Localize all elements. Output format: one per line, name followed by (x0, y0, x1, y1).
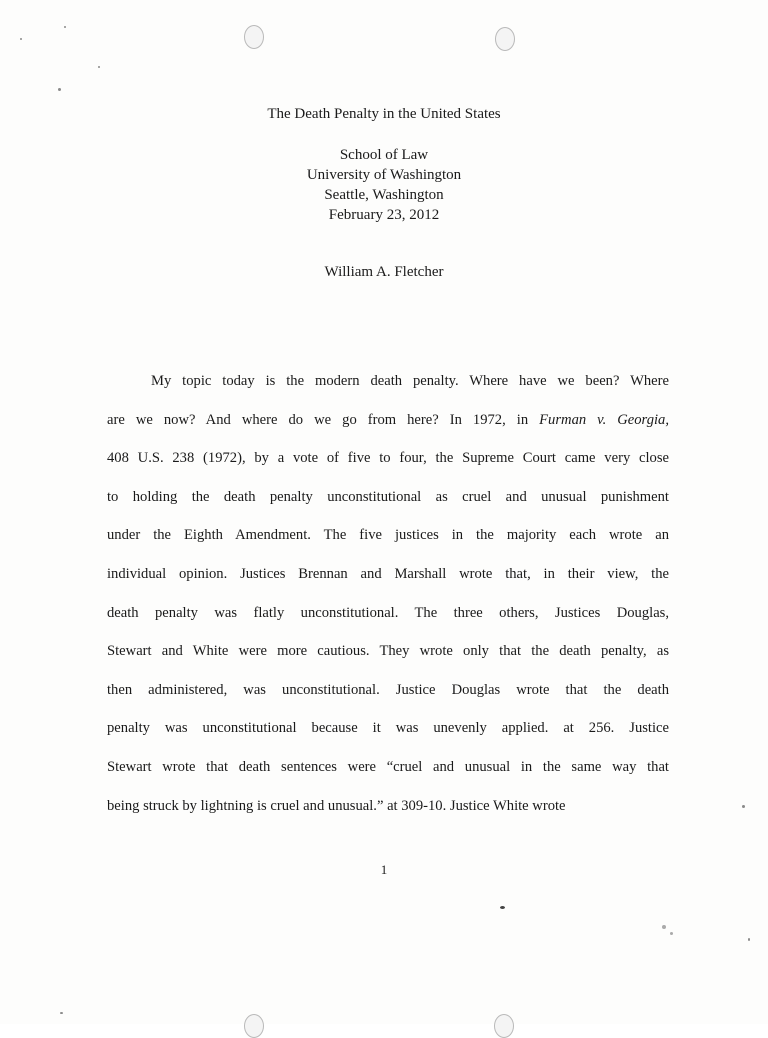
scan-speck (20, 38, 22, 40)
body-line: are we now? And where do we go from here? In 1972, in Furman v. Georgia, (107, 411, 669, 428)
punch-hole (244, 25, 264, 49)
scan-speck (742, 805, 745, 808)
scan-speck (64, 26, 66, 28)
punch-hole (244, 1014, 264, 1038)
body-line: My topic today is the modern death penalty. Where have we been? Where (151, 373, 669, 389)
scan-speck (670, 932, 673, 935)
body-line: penalty was unconstitutional because it was unevenly applied. at 256. Justice (107, 720, 669, 737)
scan-speck (98, 66, 100, 68)
page-number: 1 (380, 862, 388, 877)
punch-hole (494, 1014, 514, 1038)
affiliation-line: Seattle, Washington (324, 187, 444, 203)
author-name: William A. Fletcher (324, 264, 444, 280)
body-line: under the Eighth Amendment. The five justices in the majority each wrote an (107, 527, 669, 544)
scan-speck (60, 1012, 63, 1014)
body-line: then administered, was unconstitutional. Justice Douglas wrote that the death (107, 681, 669, 698)
affiliation-line: University of Washington (306, 167, 462, 183)
scan-speck (662, 925, 666, 929)
body-line: individual opinion. Justices Brennan and Marshall wrote that, in their view, the (107, 565, 669, 582)
affiliation-line: February 23, 2012 (328, 207, 440, 223)
body-line: being struck by lightning is cruel and unusual.” at 309-10. Justice White wrote (107, 797, 566, 814)
body-paragraph (107, 362, 669, 825)
scan-speck (500, 906, 505, 909)
affiliation-line: School of Law (339, 147, 429, 163)
scan-speck (58, 88, 61, 91)
scan-speck (748, 938, 750, 941)
body-line: to holding the death penalty unconstitutional as cruel and unusual punishment (107, 488, 669, 505)
body-line: death penalty was flatly unconstitutional. The three others, Justices Douglas, (107, 604, 669, 621)
document-title: The Death Penalty in the United States (267, 106, 501, 122)
body-line: 408 U.S. 238 (1972), by a vote of five to four, the Supreme Court came very close (107, 450, 669, 467)
case-citation: Furman v. Georgia, (539, 411, 669, 428)
body-line: Stewart and White were more cautious. They wrote only that the death penalty, as (107, 643, 669, 660)
punch-hole (495, 27, 515, 51)
affiliation-block (0, 145, 768, 225)
body-line: Stewart wrote that death sentences were “cruel and unusual in the same way that (107, 758, 669, 775)
